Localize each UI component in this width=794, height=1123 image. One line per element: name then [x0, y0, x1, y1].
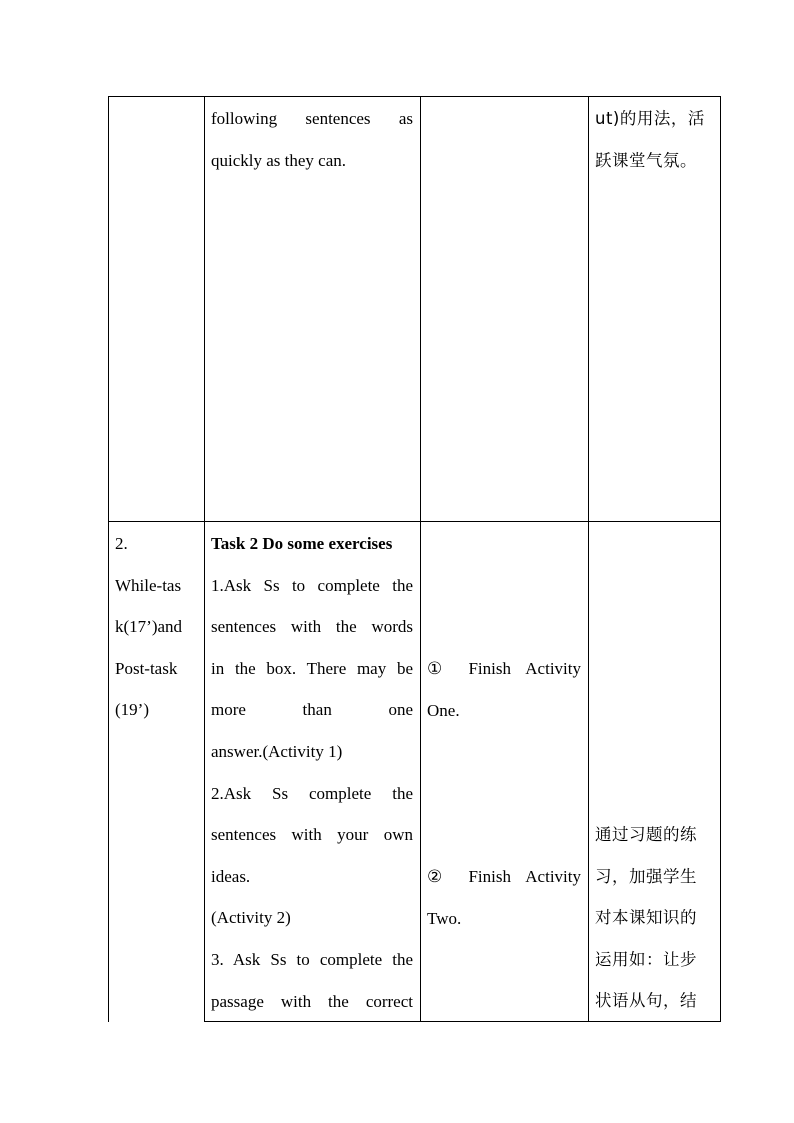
- task-heading: Task 2 Do some exercises: [211, 534, 393, 553]
- text-line: passage with the correct: [211, 991, 413, 1011]
- text-line: ideas.: [211, 866, 251, 886]
- text-line: 3. Ask Ss to complete the: [211, 949, 413, 969]
- column-divider-1: [204, 96, 205, 1022]
- text-line: ② Finish Activity: [427, 867, 581, 886]
- row2-student-activity-1: [427, 648, 581, 731]
- text-line: ut)的用法，活: [595, 109, 705, 128]
- text-line: following sentences as: [211, 109, 413, 128]
- text-line: 跃课堂气氛。: [595, 150, 697, 170]
- text-line: One.: [427, 700, 460, 720]
- text-line: 习，加强学生: [595, 866, 697, 886]
- text-line: 2.: [115, 534, 128, 553]
- row1-procedure-cell: [211, 98, 413, 181]
- table-left-border: [108, 96, 109, 1022]
- text-line: 通过习题的练: [595, 825, 697, 844]
- table-top-border: [108, 96, 721, 97]
- text-line: quickly as they can.: [211, 150, 347, 170]
- text-line: 对本课知识的: [595, 908, 697, 928]
- text-line: more than one: [211, 700, 413, 720]
- text-line: 1.Ask Ss to complete the: [211, 575, 413, 595]
- column-divider-3: [588, 96, 589, 1022]
- text-line: (19’): [115, 700, 149, 720]
- text-line: 2.Ask Ss complete the: [211, 783, 413, 803]
- text-line: Post-task: [115, 658, 178, 678]
- text-line: (Activity 2): [211, 908, 291, 928]
- row2-student-activity-2: [427, 856, 581, 939]
- lesson-plan-table: [108, 96, 721, 1022]
- text-line: k(17’)and: [115, 617, 183, 637]
- row2-purpose-cell: [595, 814, 713, 1022]
- text-line: 运用如：让步: [595, 949, 697, 969]
- text-line: 状语从句，结: [595, 991, 697, 1011]
- row-divider: [108, 521, 721, 522]
- table-right-border: [720, 96, 721, 1022]
- text-line: in the box. There may be: [211, 658, 413, 678]
- column-divider-2: [420, 96, 421, 1022]
- text-line: While-tas: [115, 575, 182, 595]
- text-line: answer.(Activity 1): [211, 741, 343, 761]
- text-line: sentences with your own: [211, 825, 413, 845]
- text-line: Two.: [427, 908, 462, 928]
- text-line: ① Finish Activity: [427, 659, 581, 678]
- row2-procedure-cell: [211, 523, 413, 1022]
- text-line: sentences with the words: [211, 617, 413, 637]
- row1-purpose-cell: [595, 98, 713, 181]
- row2-stage-cell: [115, 523, 201, 731]
